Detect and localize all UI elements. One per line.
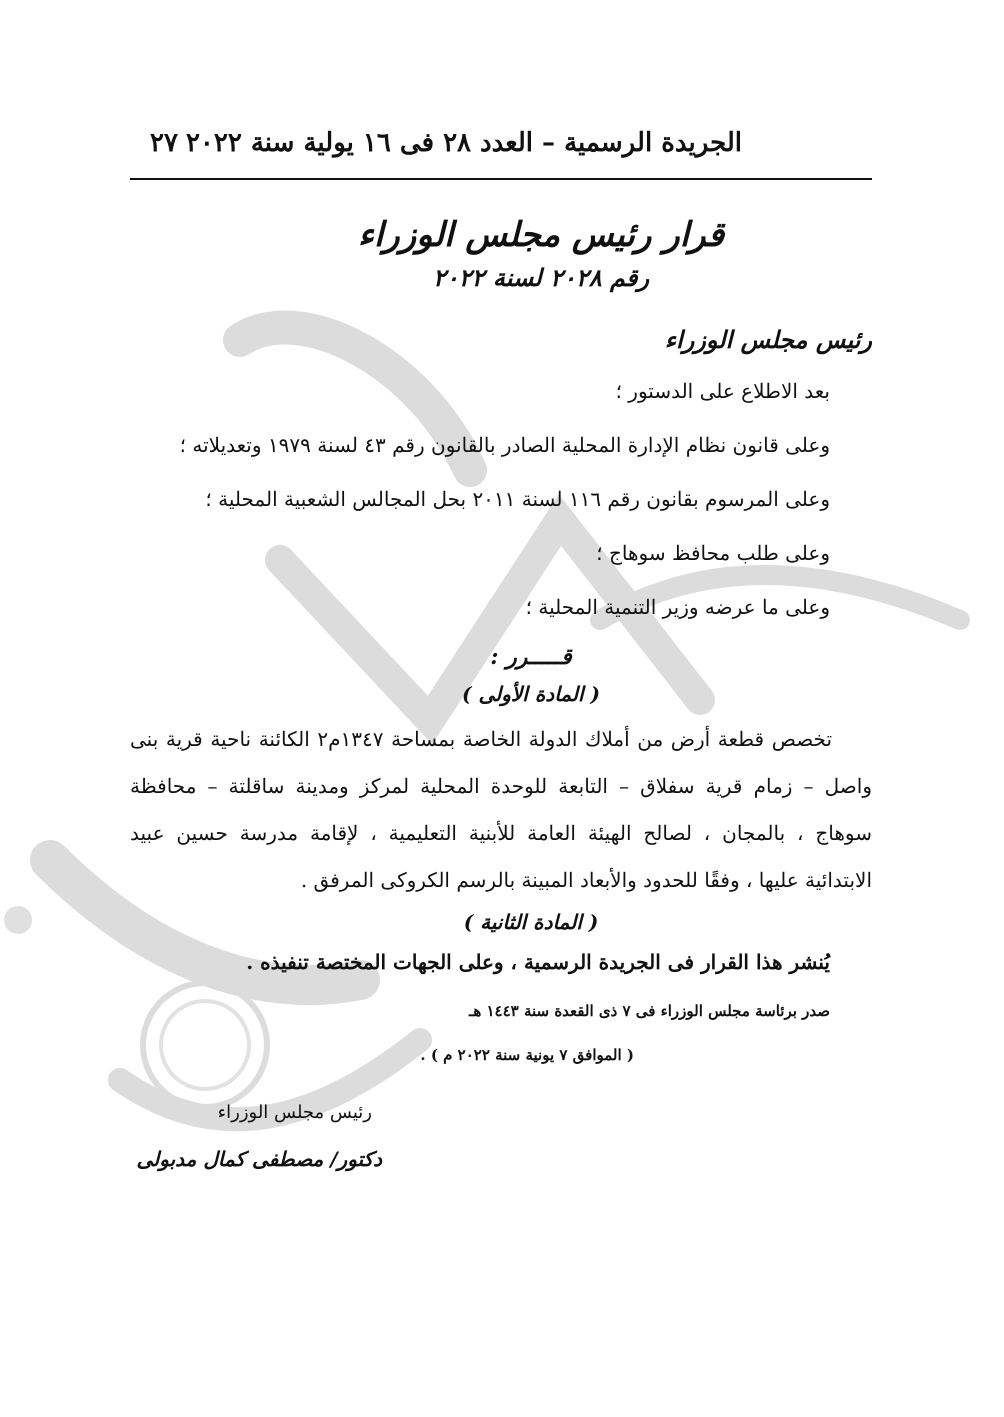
issued-date-gregorian: ( الموافق ٧ يونية سنة ٢٠٢٢ م ) . xyxy=(420,1046,634,1064)
decided-heading: قـــــرر : xyxy=(490,644,572,670)
preamble-item: بعد الاطلاع على الدستور ؛ xyxy=(615,379,830,403)
preamble-item: وعلى المرسوم بقانون رقم ١١٦ لسنة ٢٠١١ بحل المجالس الشعبية المحلية ؛ xyxy=(205,487,830,511)
signatory-name: دكتور/ مصطفى كمال مدبولى xyxy=(136,1147,382,1171)
preamble-item: وعلى قانون نظام الإدارة المحلية الصادر بالقانون رقم ٤٣ لسنة ١٩٧٩ وتعديلاته ؛ xyxy=(179,433,830,457)
article-2-heading: ( المادة الثانية ) xyxy=(463,910,599,934)
issuer-heading: رئيس مجلس الوزراء xyxy=(664,325,872,354)
page-number: ٢٧ xyxy=(150,128,178,158)
preamble-list xyxy=(130,364,872,634)
gazette-header-title: الجريدة الرسمية – العدد ٢٨ فى ١٦ يولية سنة ٢٠٢٢ xyxy=(185,128,742,158)
header-divider xyxy=(130,178,872,180)
decree-title: قرار رئيس مجلس الوزراء xyxy=(357,215,725,255)
article-1-heading: ( المادة الأولى ) xyxy=(462,682,600,706)
article-1-text: تخصص قطعة أرض من أملاك الدولة الخاصة بمساحة ١٣٤٧م٢ الكائنة ناحية قرية بنى واصل – زمام قرية سفلاق – التابعة للوحدة المحلية لمركز ومدينة ساقلتة – محافظة سوهاج ، بالمجان ، لصالح الهيئة العامة للأبنية التعليمية ، لإقامة مدرسة حسين عبيد الابتدائية عليها ، وفقًا للحدود والأبعاد المبينة بالرسم الكروكى المرفق . xyxy=(130,727,872,892)
signatory-title: رئيس مجلس الوزراء xyxy=(217,1102,372,1123)
preamble-item: وعلى ما عرضه وزير التنمية المحلية ؛ xyxy=(525,595,830,619)
preamble-item: وعلى طلب محافظ سوهاج ؛ xyxy=(596,541,830,565)
decree-number: رقم ٢٠٢٨ لسنة ٢٠٢٢ xyxy=(432,263,650,292)
issued-date-hijri: صدر برئاسة مجلس الوزراء فى ٧ ذى القعدة سنة ١٤٤٣ هـ xyxy=(468,1002,830,1020)
decree-body xyxy=(130,200,872,1176)
page-header xyxy=(130,128,872,168)
article-2-text: يُنشر هذا القرار فى الجريدة الرسمية ، وعلى الجهات المختصة تنفيذه . xyxy=(246,950,830,974)
